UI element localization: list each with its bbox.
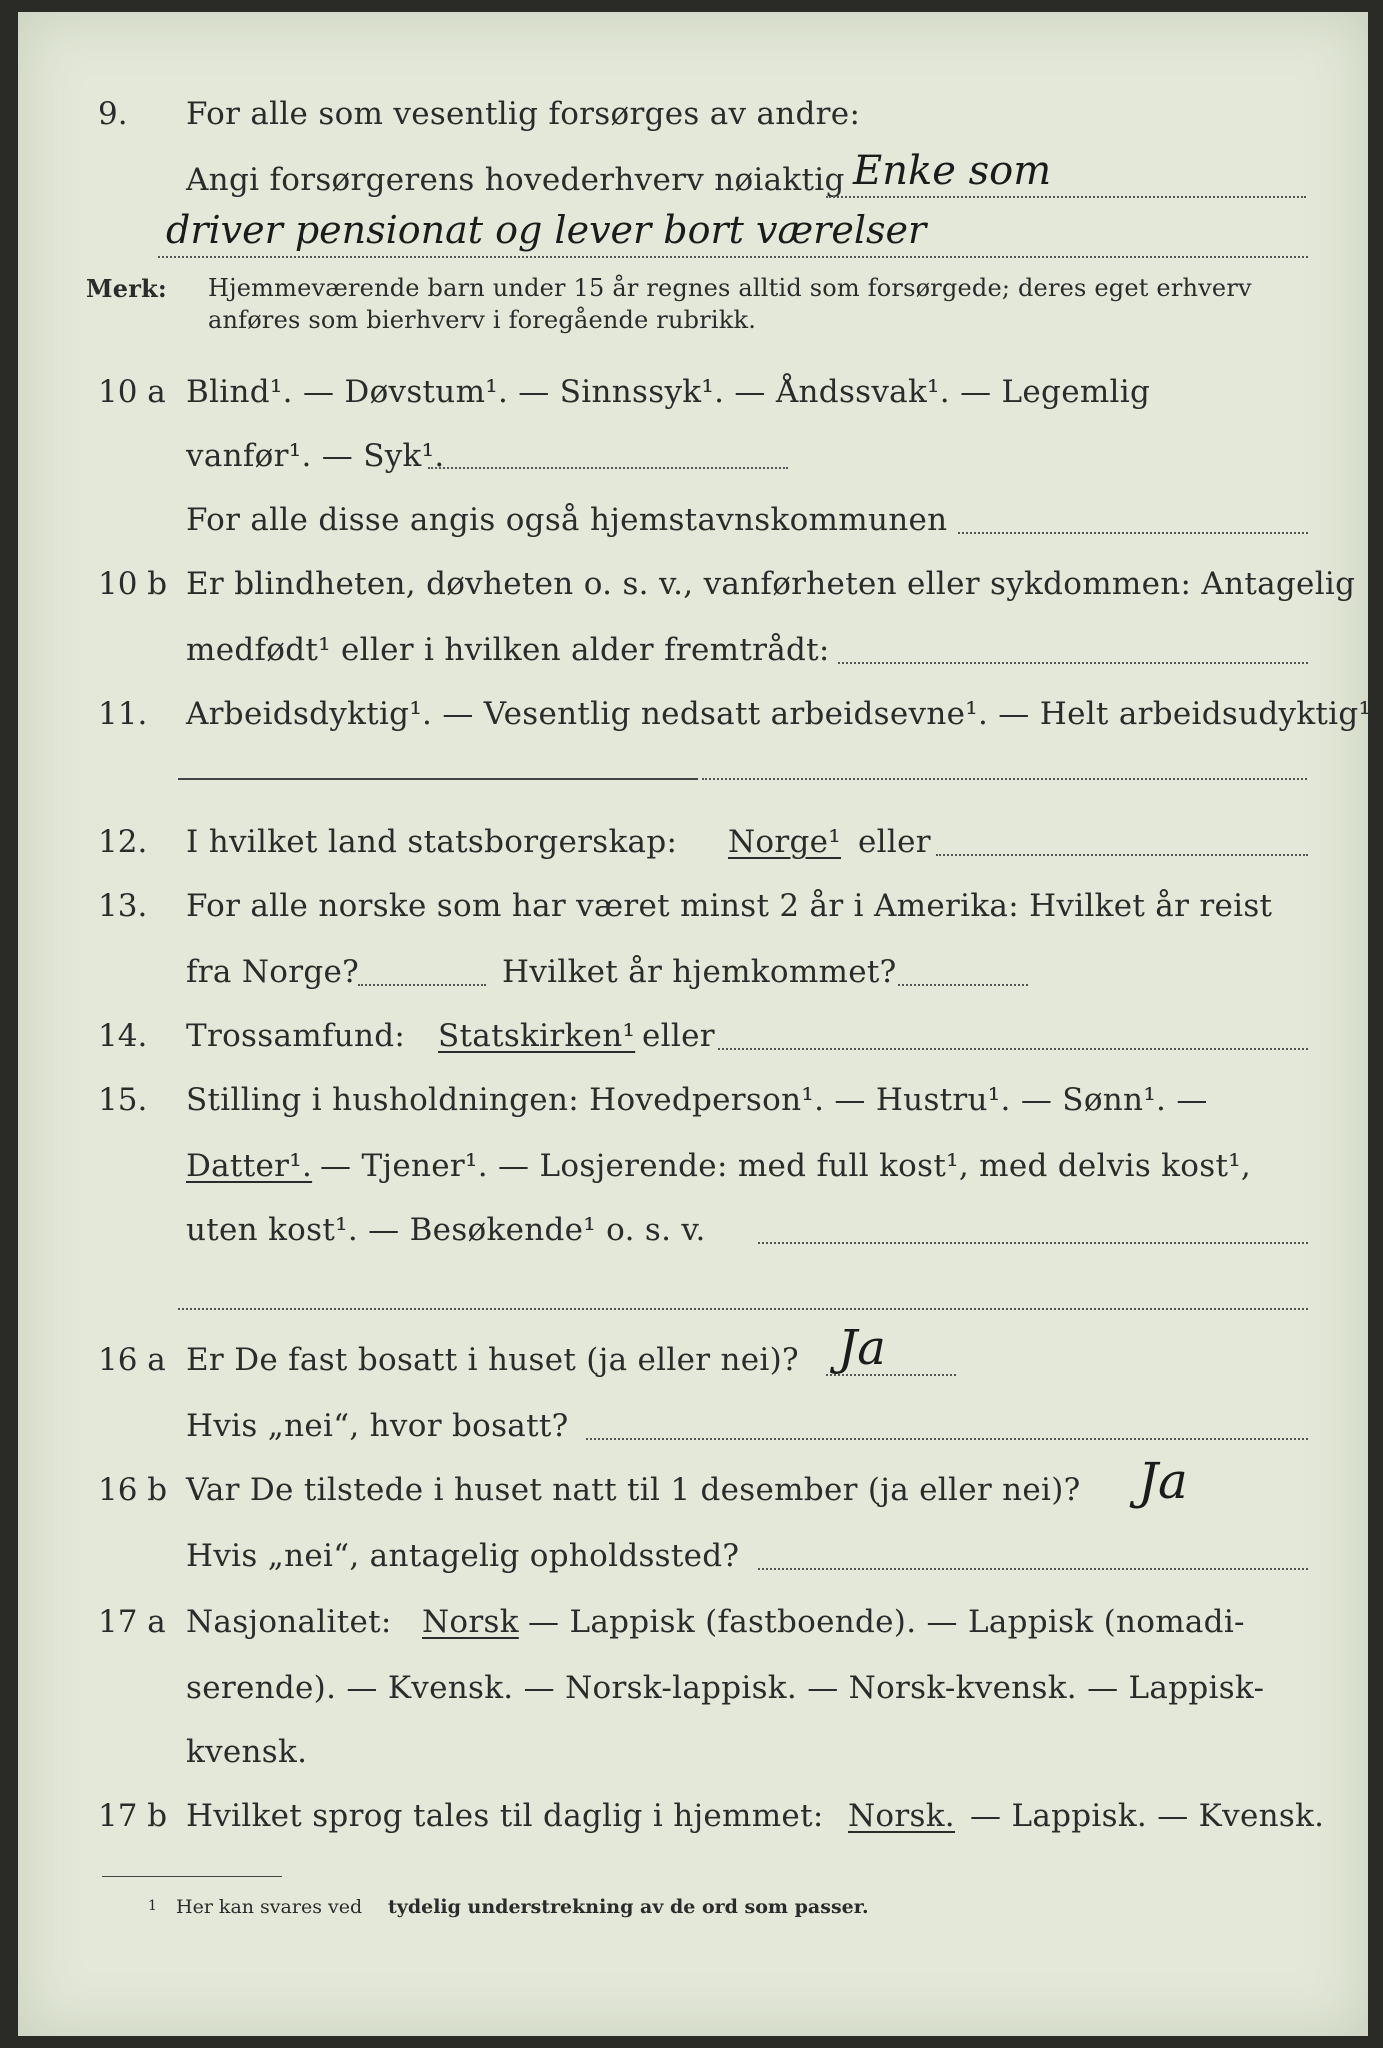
- q16b-opholdssted-line: [758, 1568, 1308, 1570]
- q11-line1: Arbeidsdyktig¹. — Vesentlig nedsatt arbeidsevne¹. — Helt arbeidsudyktig¹.: [186, 696, 1382, 732]
- q10b-number: 10 b: [98, 566, 168, 602]
- q14-eller: eller: [642, 1018, 715, 1054]
- q13-hjemkommet-line: [898, 984, 1028, 986]
- q16a-question: Er De fast bosatt i huset (ja eller nei)?: [186, 1342, 799, 1378]
- q16a-bosatt-line: [586, 1438, 1308, 1440]
- q16b-question: Var De tilstede i huset natt til 1 desember (ja eller nei)?: [186, 1472, 1081, 1508]
- q17b-rest: — Lappisk. — Kvensk.: [970, 1798, 1325, 1834]
- q15-answer-line1: [758, 1242, 1308, 1244]
- q17a-line2: serende). — Kvensk. — Norsk-lappisk. — Norsk-kvensk. — Lappisk-: [186, 1670, 1265, 1706]
- q16b-handwritten-answer: Ja: [1138, 1452, 1188, 1510]
- merk-line1: Hjemmeværende barn under 15 år regnes alltid som forsørgede; deres eget erhverv: [208, 274, 1252, 302]
- q17b-norsk-underlined: Norsk.: [848, 1798, 955, 1834]
- q16a-number: 16 a: [98, 1342, 166, 1378]
- q13-reist-line: [358, 984, 486, 986]
- q11-number: 11.: [98, 696, 148, 732]
- q13-line2a: fra Norge?: [186, 954, 360, 990]
- q10a-kommune-line: [958, 532, 1308, 534]
- q17a-line3: kvensk.: [186, 1734, 308, 1770]
- q12-eller: eller: [858, 824, 931, 860]
- q9-number: 9.: [98, 96, 128, 132]
- q10a-line1: Blind¹. — Døvstum¹. — Sinnssyk¹. — Åndssvak¹. — Legemlig: [186, 374, 1151, 410]
- merk-line2: anføres som bierhverv i foregående rubrikk.: [208, 306, 757, 334]
- q14-statskirken-underlined: Statskirken¹: [438, 1018, 636, 1054]
- q10a-answer-line: [428, 467, 788, 469]
- q10a-line2: vanfør¹. — Syk¹.: [186, 438, 445, 474]
- q10b-answer-line: [838, 662, 1308, 664]
- footnote-text: Her kan svares ved: [176, 1896, 363, 1918]
- q9-handwritten-answer1: Enke som: [853, 148, 1052, 194]
- q9-line2: Angi forsørgerens hovederhverv nøiaktig: [186, 162, 845, 198]
- q17a-label: Nasjonalitet:: [186, 1604, 392, 1640]
- q17a-norsk-underlined: Norsk: [422, 1604, 519, 1640]
- q9-answer-line1: [826, 196, 1306, 198]
- census-form-page: [18, 12, 1382, 2036]
- q17a-number: 17 a: [98, 1604, 166, 1640]
- q9-answer-line2: [158, 256, 1308, 258]
- q15-line3: uten kost¹. — Besøkende¹ o. s. v.: [186, 1212, 706, 1248]
- q12-number: 12.: [98, 824, 148, 860]
- merk-label: Merk:: [86, 274, 167, 303]
- q17a-line1: — Lappisk (fastboende). — Lappisk (nomadi-: [528, 1604, 1245, 1640]
- q15-line1: Stilling i husholdningen: Hovedperson¹. — Hustru¹. — Sønn¹. —: [186, 1082, 1208, 1118]
- q14-answer-line: [718, 1048, 1308, 1050]
- q9-line1: For alle som vesentlig forsørges av andre:: [186, 96, 861, 132]
- q10a-line3: For alle disse angis også hjemstavnskommunen: [186, 502, 948, 538]
- q17b-number: 17 b: [98, 1798, 168, 1834]
- q10b-line2: medfødt¹ eller i hvilken alder fremtrådt:: [186, 632, 830, 668]
- q11-answer-line-right: [702, 778, 1307, 780]
- footnote-mark: 1: [148, 1898, 157, 1914]
- q16b-number: 16 b: [98, 1472, 168, 1508]
- q13-number: 13.: [98, 888, 148, 924]
- footnote-rule: [102, 1876, 282, 1877]
- q11-answer-line-left: [178, 778, 698, 780]
- q13-line2b: Hvilket år hjemkommet?: [502, 954, 897, 990]
- q10b-line1: Er blindheten, døvheten o. s. v., vanførheten eller sykdommen: Antagelig: [186, 566, 1356, 602]
- footnote-bold-text: tydelig understrekning av de ord som passer.: [388, 1896, 869, 1918]
- q12-question: I hvilket land statsborgerskap:: [186, 824, 678, 860]
- q15-number: 15.: [98, 1082, 148, 1118]
- q16a-handwritten-answer: Ja: [838, 1320, 886, 1376]
- q12-norge-underlined: Norge¹: [728, 824, 842, 860]
- q16a-line2: Hvis „nei“, hvor bosatt?: [186, 1408, 569, 1444]
- q10a-number: 10 a: [98, 374, 166, 410]
- q15-line2: — Tjener¹. — Losjerende: med full kost¹, med delvis kost¹,: [320, 1148, 1252, 1184]
- q15-datter-underlined: Datter¹.: [186, 1148, 313, 1184]
- q17b-question: Hvilket sprog tales til daglig i hjemmet:: [186, 1798, 824, 1834]
- q16b-line2: Hvis „nei“, antagelig opholdssted?: [186, 1538, 740, 1574]
- q9-handwritten-answer2: driver pensionat og lever bort værelser: [166, 208, 927, 252]
- q14-question: Trossamfund:: [186, 1018, 406, 1054]
- q14-number: 14.: [98, 1018, 148, 1054]
- q12-answer-line: [936, 854, 1308, 856]
- q13-line1: For alle norske som har været minst 2 år i Amerika: Hvilket år reist: [186, 888, 1273, 924]
- q15-answer-line2: [178, 1308, 1308, 1310]
